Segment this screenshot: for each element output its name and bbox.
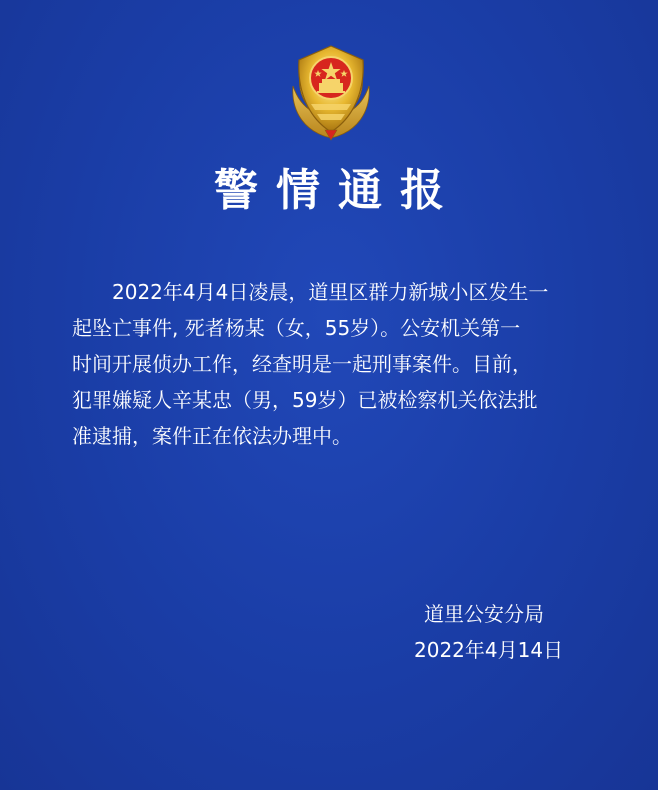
notice-body-line: 犯罪嫌疑人辛某忠（男，59岁）已被检察机关依法批 xyxy=(72,388,538,412)
police-emblem-icon xyxy=(285,40,377,144)
issuer-name: 道里公安分局 xyxy=(424,602,544,626)
notice-body-line: 准逮捕，案件正在依法办理中。 xyxy=(72,424,352,448)
notice-body-line: 时间开展侦办工作，经查明是一起刑事案件。目前， xyxy=(72,352,532,376)
notice-body xyxy=(72,274,594,454)
notice-title: 警情通报 xyxy=(214,165,462,216)
notice-signature xyxy=(400,596,590,668)
notice-body-line: 2022年4月4日凌晨，道里区群力新城小区发生一 xyxy=(112,280,549,304)
notice-body-line: 起坠亡事件, 死者杨某（女，55岁）。公安机关第一 xyxy=(72,316,521,340)
issue-date: 2022年4月14日 xyxy=(414,638,564,662)
